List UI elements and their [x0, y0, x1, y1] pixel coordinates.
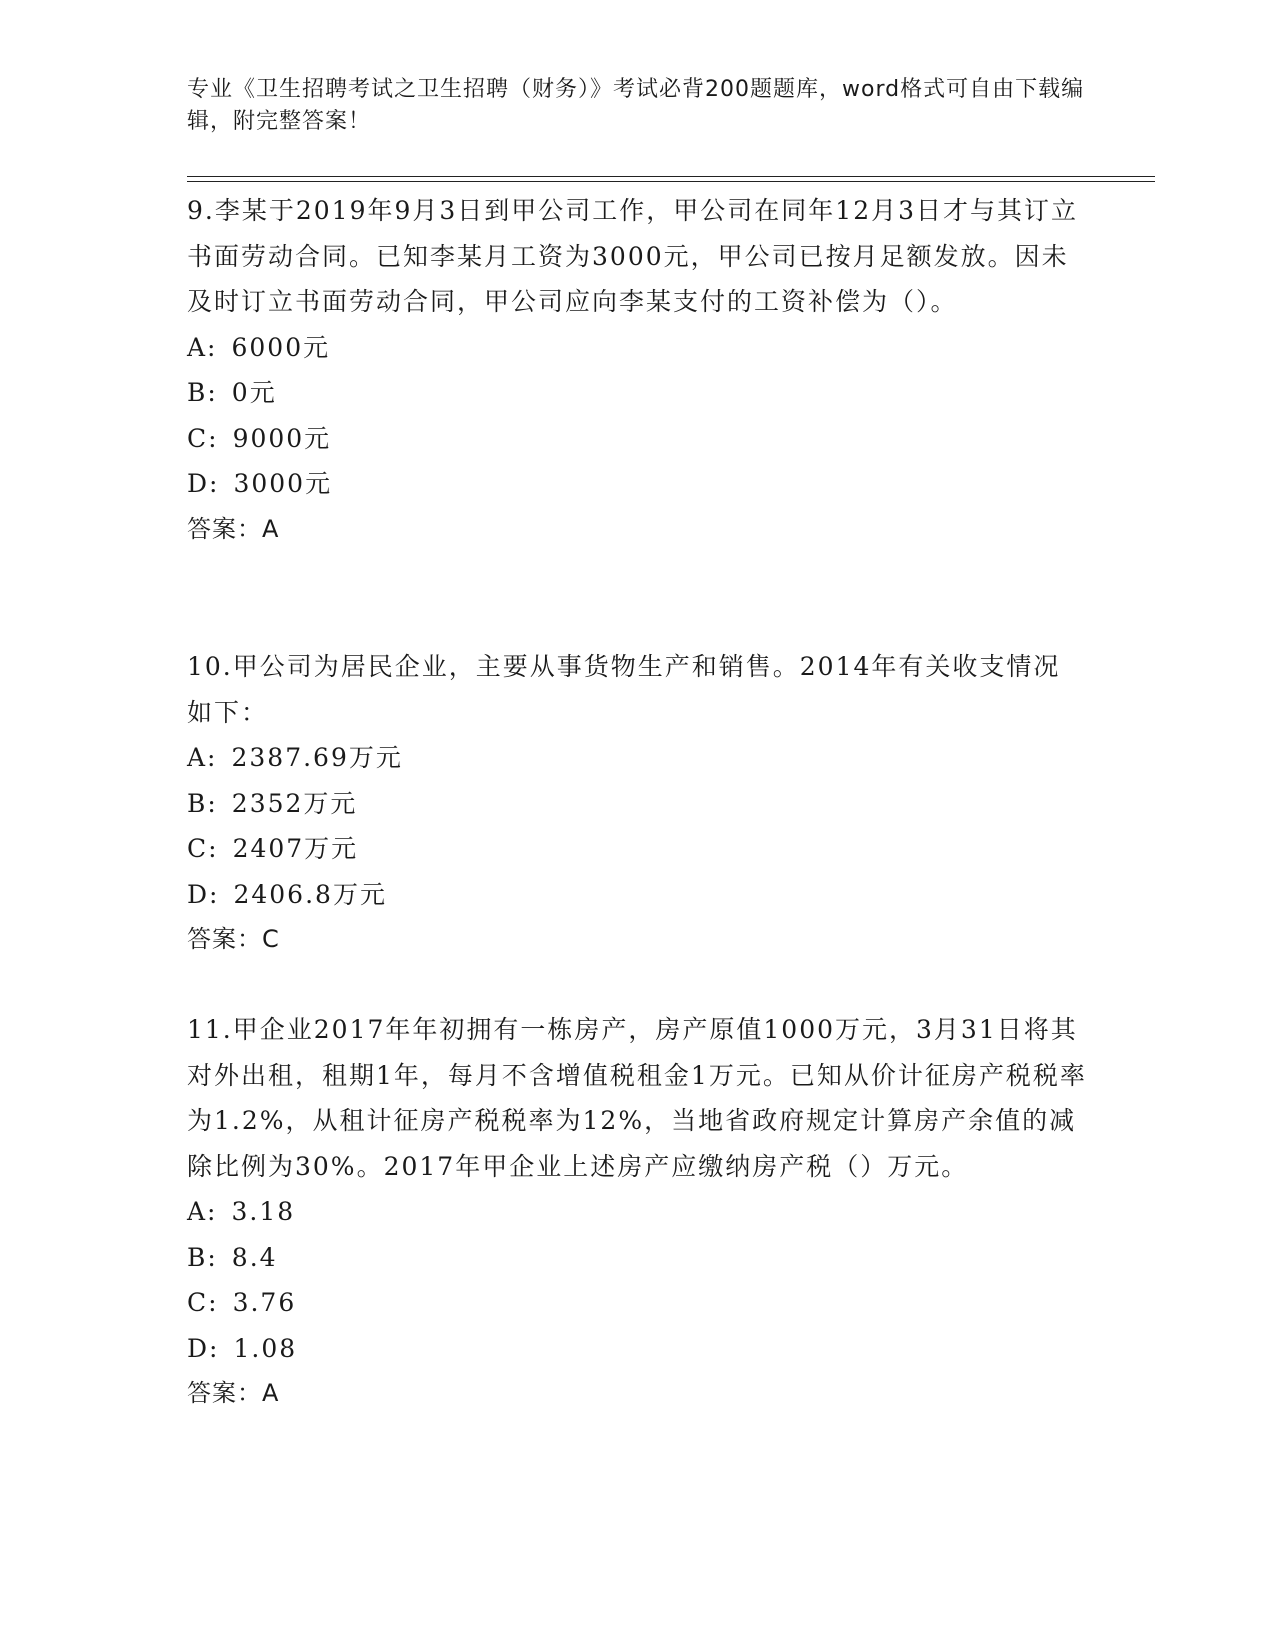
header-divider-bottom: [187, 181, 1155, 182]
question-stem: 9.李某于2019年9月3日到甲公司工作，甲公司在同年12月3日才与其订立书面劳动合同。已知李某月工资为3000元，甲公司已按月足额发放。因未及时订立书面劳动合同，甲公司应向李某支付的工资补偿为（）。: [187, 196, 1079, 316]
option-text: 1.08: [233, 1333, 298, 1363]
option-text: 8.4: [231, 1242, 278, 1272]
option-text: 6000元: [231, 332, 331, 362]
question-stem: 10.甲公司为居民企业，主要从事货物生产和销售。2014年有关收支情况如下：: [187, 652, 1061, 727]
option-c: [187, 416, 1087, 462]
option-d: [187, 461, 1087, 507]
option-list: [187, 735, 1087, 917]
option-letter: A:: [187, 1197, 218, 1226]
question-9: [187, 188, 1087, 552]
answer-line: 答案：C: [187, 925, 280, 953]
option-a: [187, 735, 1087, 781]
option-text: 3.18: [231, 1197, 296, 1226]
option-text: 0元: [231, 378, 277, 407]
option-letter: A:: [187, 332, 218, 362]
option-a: [187, 1189, 1087, 1235]
option-a: [187, 325, 1087, 371]
option-letter: D:: [187, 469, 220, 498]
option-d: [187, 1326, 1087, 1372]
option-text: 3.76: [232, 1288, 297, 1317]
option-letter: A:: [187, 743, 218, 772]
option-text: 2352万元: [231, 788, 358, 818]
option-c: [187, 826, 1087, 872]
option-letter: C:: [187, 834, 219, 863]
answer-line: 答案：A: [187, 514, 280, 543]
option-letter: B:: [187, 788, 218, 818]
document-header: 专业《卫生招聘考试之卫生招聘（财务）》考试必背200题题库，word格式可自由下载编辑，附完整答案！: [187, 77, 1085, 134]
answer-line: 答案：A: [187, 1379, 280, 1407]
option-b: [187, 1235, 1087, 1281]
option-c: [187, 1280, 1087, 1326]
option-letter: D:: [187, 1333, 220, 1363]
option-b: [187, 370, 1087, 416]
option-text: 9000元: [232, 423, 332, 453]
option-letter: C:: [187, 1288, 219, 1317]
option-text: 2406.8万元: [233, 879, 387, 909]
option-letter: B:: [187, 1242, 218, 1272]
question-10: [187, 644, 1087, 963]
option-list: [187, 1189, 1087, 1371]
option-b: [187, 781, 1087, 827]
option-list: [187, 325, 1087, 507]
question-stem: 11.甲企业2017年年初拥有一栋房产，房产原值1000万元，3月31日将其对外出租，租期1年，每月不含增值税租金1万元。已知从价计征房产税税率为1.2%，从租计征房产税税率为12%，当地省政府规定计算房产余值的减除比例为30%。2017年甲企业上述房产应缴纳房产税（）万元。: [187, 1015, 1087, 1181]
option-letter: D:: [187, 879, 220, 909]
header-divider-top: [187, 176, 1155, 177]
option-letter: B:: [187, 378, 218, 407]
option-text: 3000元: [233, 469, 333, 498]
option-text: 2387.69万元: [231, 743, 403, 772]
option-text: 2407万元: [232, 834, 359, 863]
option-d: [187, 872, 1087, 918]
question-11: [187, 1007, 1087, 1417]
option-letter: C:: [187, 423, 219, 453]
